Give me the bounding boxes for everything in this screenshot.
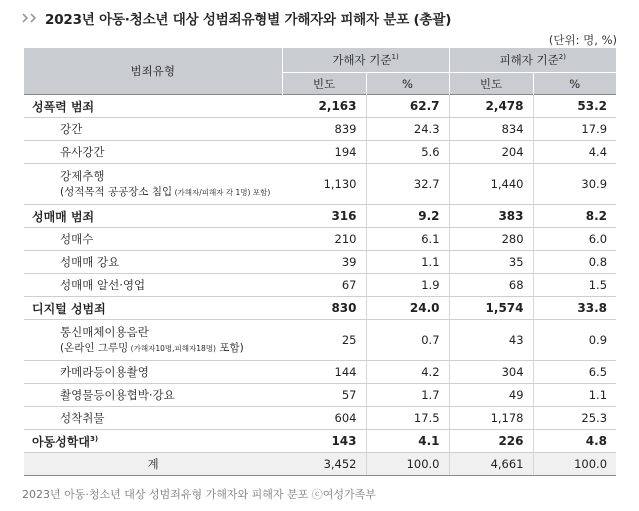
table-row (24, 384, 616, 407)
header-offender-basis: 가해자 기준$^{1)}$ (282, 48, 449, 73)
total-label: 계 (24, 453, 282, 476)
row-label: 강간 (24, 118, 282, 141)
row-label: 성매매 강요 (24, 251, 282, 274)
victim-percent: 17.9 (533, 118, 616, 141)
victim-count: 226 (449, 430, 533, 453)
table-row (24, 361, 616, 384)
victim-percent: 4.4 (533, 141, 616, 164)
row-label: 촬영물등이용협박·강요 (24, 384, 282, 407)
table-row (24, 205, 616, 228)
table-row (24, 118, 616, 141)
table-row (24, 141, 616, 164)
data-table (24, 48, 616, 476)
offender-percent: 4.2 (366, 361, 449, 384)
table-row (24, 297, 616, 320)
victim-percent: 0.8 (533, 251, 616, 274)
page-title: 2023년 아동·청소년 대상 성범죄유형별 가해자와 피해자 분포 (총괄) (45, 12, 452, 28)
offender-percent: 9.2 (366, 205, 449, 228)
offender-percent: 1.9 (366, 274, 449, 297)
total-victim-percent: 100.0 (533, 453, 616, 476)
row-label: 성매매 범죄 (24, 205, 282, 228)
offender-percent: 6.1 (366, 228, 449, 251)
offender-percent: 1.7 (366, 384, 449, 407)
victim-count: 2,478 (449, 95, 533, 118)
offender-percent: 4.1 (366, 430, 449, 453)
offender-count: 830 (282, 297, 366, 320)
row-label (24, 164, 282, 205)
header-category: 범죄유형 (24, 48, 282, 95)
total-row (24, 453, 616, 476)
offender-percent: 62.7 (366, 95, 449, 118)
victim-percent: 30.9 (533, 164, 616, 205)
header-victim-count: 빈도 (449, 73, 533, 95)
victim-count: 1,178 (449, 407, 533, 430)
row-label: 성폭력 범죄 (24, 95, 282, 118)
table-row (24, 407, 616, 430)
victim-percent: 6.5 (533, 361, 616, 384)
victim-count: 1,574 (449, 297, 533, 320)
total-offender-percent: 100.0 (366, 453, 449, 476)
offender-count: 39 (282, 251, 366, 274)
victim-count: 68 (449, 274, 533, 297)
victim-count: 1,440 (449, 164, 533, 205)
victim-count: 204 (449, 141, 533, 164)
victim-percent: 1.1 (533, 384, 616, 407)
row-label-line1: 강제추행 (60, 168, 105, 183)
row-label: 유사강간 (24, 141, 282, 164)
table-row (24, 228, 616, 251)
header-offender-count: 빈도 (282, 73, 366, 95)
victim-percent: 53.2 (533, 95, 616, 118)
offender-count: 2,163 (282, 95, 366, 118)
victim-count: 383 (449, 205, 533, 228)
header-offender-percent: % (366, 73, 449, 95)
offender-percent: 32.7 (366, 164, 449, 205)
table-row (24, 251, 616, 274)
victim-percent: 6.0 (533, 228, 616, 251)
offender-percent: 1.1 (366, 251, 449, 274)
victim-percent: 25.3 (533, 407, 616, 430)
row-label: 아동성학대$^{3)}$ (24, 430, 282, 453)
row-label (24, 320, 282, 361)
unit-note: (단위: 명, %) (548, 33, 617, 47)
offender-count: 210 (282, 228, 366, 251)
victim-count: 49 (449, 384, 533, 407)
victim-percent: 8.2 (533, 205, 616, 228)
victim-percent: 0.9 (533, 320, 616, 361)
row-label: 카메라등이용촬영 (24, 361, 282, 384)
table-row (24, 430, 616, 453)
total-offender-count: 3,452 (282, 453, 366, 476)
offender-count: 67 (282, 274, 366, 297)
table-row (24, 274, 616, 297)
victim-percent: 4.8 (533, 430, 616, 453)
offender-count: 1,130 (282, 164, 366, 205)
offender-count: 194 (282, 141, 366, 164)
row-label-line1: 통신매체이용음란 (60, 324, 149, 339)
header-victim-basis: 피해자 기준$^{2)}$ (449, 48, 616, 73)
offender-count: 604 (282, 407, 366, 430)
table-row (24, 320, 616, 361)
total-victim-count: 4,661 (449, 453, 533, 476)
victim-percent: 1.5 (533, 274, 616, 297)
victim-count: 43 (449, 320, 533, 361)
row-label: 성착취물 (24, 407, 282, 430)
row-label: 디지털 성범죄 (24, 297, 282, 320)
victim-count: 834 (449, 118, 533, 141)
table-row (24, 164, 616, 205)
offender-count: 143 (282, 430, 366, 453)
header-victim-percent: % (533, 73, 616, 95)
offender-percent: 5.6 (366, 141, 449, 164)
offender-count: 144 (282, 361, 366, 384)
victim-count: 280 (449, 228, 533, 251)
row-label-line2: (성적목적 공공장소 침입 (가해자/피해자 각 1명) 포함) (60, 185, 271, 198)
offender-percent: 17.5 (366, 407, 449, 430)
victim-count: 304 (449, 361, 533, 384)
offender-count: 25 (282, 320, 366, 361)
row-label: 성매매 알선·영업 (24, 274, 282, 297)
victim-count: 35 (449, 251, 533, 274)
offender-count: 316 (282, 205, 366, 228)
row-label-line2: (온라인 그루밍 (가해자10명,피해자18명) 포함) (60, 341, 244, 354)
offender-percent: 0.7 (366, 320, 449, 361)
row-label: 성매수 (24, 228, 282, 251)
offender-percent: 24.3 (366, 118, 449, 141)
offender-count: 839 (282, 118, 366, 141)
offender-count: 57 (282, 384, 366, 407)
table-row (24, 95, 616, 118)
image-caption: 2023년 아동·청소년 대상 성범죄유형 가해자와 피해자 분포 ⓒ여성가족부 (22, 488, 376, 501)
victim-percent: 33.8 (533, 297, 616, 320)
title-row (22, 8, 451, 28)
double-chevron-icon (22, 13, 37, 23)
offender-percent: 24.0 (366, 297, 449, 320)
